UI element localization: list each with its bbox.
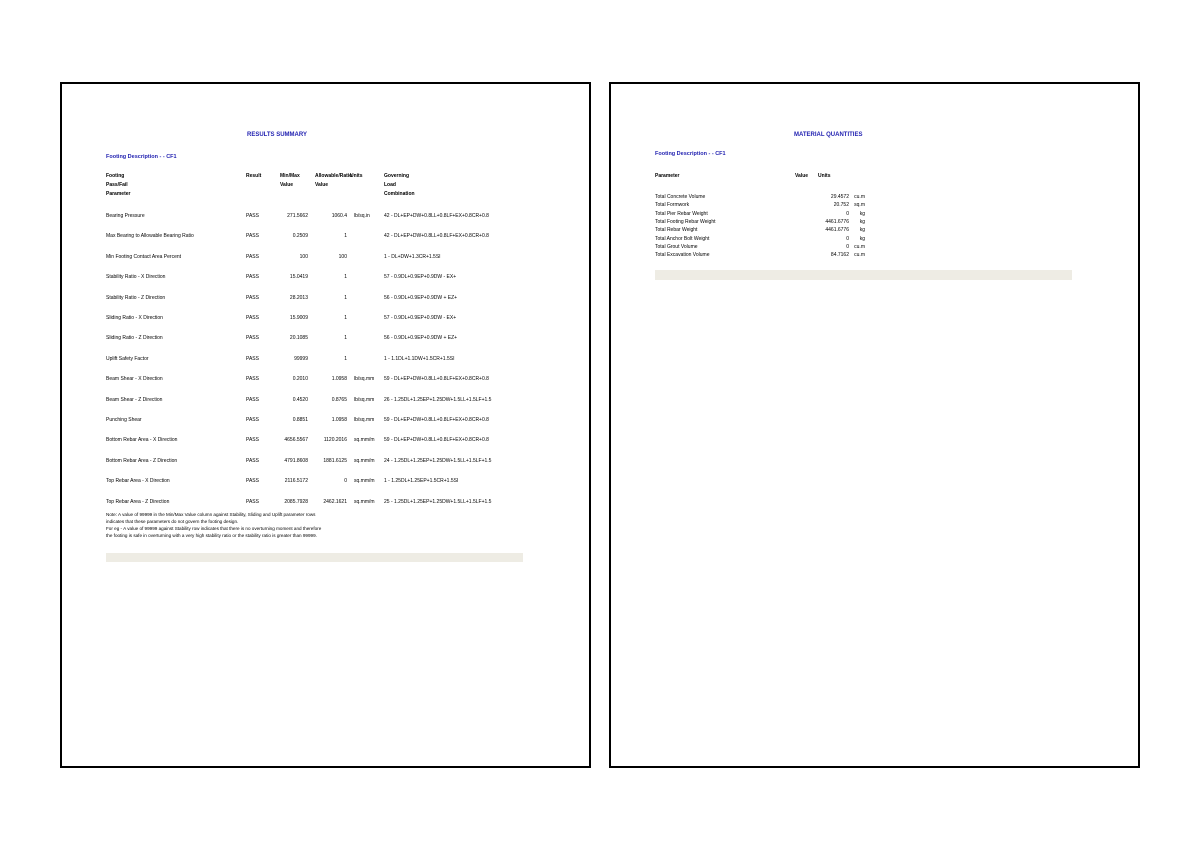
row-result: PASS [246,437,259,444]
qty-header-value: Value [795,173,809,179]
row-allowable: 1.0958 [331,417,347,423]
row-combination: 25 - 1.25DL+1.25EP+1.25DW+1.5LL+1.5LF+1.5 [384,498,492,505]
row-allowable: 1.0958 [331,376,347,383]
row-combination: 26 - 1.25DL+1.25EP+1.25DW+1.5LL+1.5LF+1.5 [384,396,492,403]
row-value: 0.2010 [292,376,308,383]
note-line: For eg - A value of 99999 against Stability row indicates that there is no overturning moment and therefore [106,526,322,531]
row-result: PASS [246,498,259,505]
qty-row-value: 0 [846,243,849,250]
qty-header-units: Units [818,173,831,179]
qty-row-units: kg [859,235,865,242]
row-value: 2085.7928 [284,498,308,505]
qty-row-parameter: Total Grout Volume [655,243,698,250]
row-combination: 59 - DL+EP+DW+0.8LL+0.8LF+EX+0.8CR+0.8 [384,437,489,444]
row-value: 28.2013 [289,294,308,301]
row-units: lb/sq.mm [354,376,375,383]
row-value: 15.9009 [289,315,308,321]
note-line: indicates that these parameters do not govern the footing design. [106,519,239,524]
row-parameter: Beam Shear - Z Direction [106,396,163,403]
qty-row-units: cu.m [854,252,865,259]
row-allowable: 1 [344,355,347,362]
row-units: lb/sq.mm [354,396,375,403]
qty-row-value: 4461.6776 [825,218,849,225]
quantities-footer-band [655,270,1072,280]
row-result: PASS [246,478,259,485]
row-combination: 1 - DL+DW+1.3CR+1.5SI [384,253,441,260]
row-allowable: 1 [344,294,347,301]
row-allowable: 1 [344,335,347,342]
quantities-title: MATERIAL QUANTITIES [794,132,863,138]
row-parameter: Min Footing Contact Area Percent [106,253,182,260]
row-result: PASS [246,253,259,260]
qty-row-value: 84.7162 [830,252,849,259]
row-value: 4791.8608 [284,457,308,464]
row-result: PASS [246,213,259,219]
row-parameter: Punching Shear [106,417,142,423]
summary-notes [106,511,321,539]
row-units: sq.mm/m [354,478,375,485]
qty-row-value: 4461.6776 [825,227,849,234]
qty-row-units: cu.m [854,194,865,200]
row-value: 0.2509 [292,233,308,240]
qty-row-units: cu.m [854,243,865,250]
qty-row-parameter: Total Anchor Bolt Weight [655,235,710,242]
qty-row-value: 0 [846,210,849,217]
row-result: PASS [246,396,259,403]
row-value: 20.1085 [289,335,308,342]
row-units: sq.mm/m [354,498,375,505]
row-units: sq.mm/m [354,437,375,444]
row-combination: 42 - DL+EP+DW+0.8LL+0.8LF+EX+0.8CR+0.8 [384,233,489,240]
row-parameter: Max Bearing to Allowable Bearing Ratio [106,233,194,240]
row-value: 99999 [294,355,308,362]
row-parameter: Top Rebar Area - X Direction [106,478,170,485]
row-result: PASS [246,457,259,464]
row-combination: 57 - 0.9DL+0.9EP+0.9DW - EX+ [384,315,457,321]
row-combination: 1 - 1.25DL+1.25EP+1.5CR+1.5SI [384,478,459,485]
summary-footing-description: Footing Description - - CF1 [106,154,177,160]
row-allowable: 100 [338,253,347,260]
row-units: lb/sq.in [354,213,370,219]
row-allowable: 1 [344,274,347,281]
row-value: 15.0419 [289,274,308,281]
qty-row-units: kg [859,218,865,225]
row-parameter: Sliding Ratio - X Direction [106,315,163,321]
row-combination: 56 - 0.9DL+0.9EP+0.9DW + EZ+ [384,335,458,342]
header-governing-combination: Governing Load Combination [384,173,415,197]
qty-row-units: kg [859,210,865,217]
row-result: PASS [246,355,259,362]
qty-row-parameter: Total Pier Rebar Weight [655,210,708,217]
row-parameter: Bottom Rebar Area - Z Direction [106,457,178,464]
row-parameter: Sliding Ratio - Z Direction [106,335,163,342]
header-min-max-value: Min/Max Value [280,173,300,188]
qty-row-parameter: Total Rebar Weight [655,227,698,234]
row-allowable: 2462.1621 [323,498,347,505]
header-allowable-ratio-value: Allowable/Ratio Value [315,173,353,188]
row-allowable: 1881.6125 [323,457,347,464]
row-combination: 1 - 1.1DL+1.1DW+1.5CR+1.5SI [384,355,455,362]
header-result: Result [246,173,262,179]
row-parameter: Beam Shear - X Direction [106,376,163,383]
row-parameter: Bottom Rebar Area - X Direction [106,437,178,444]
row-result: PASS [246,417,259,423]
row-allowable: 1 [344,233,347,240]
row-combination: 57 - 0.9DL+0.9EP+0.9DW - EX+ [384,274,457,281]
quantities-footing-description: Footing Description - - CF1 [655,151,726,157]
row-value: 0.4520 [292,396,308,403]
row-parameter: Uplift Safety Factor [106,355,149,362]
row-allowable: 1060.4 [331,213,347,219]
row-units: sq.mm/m [354,457,375,464]
summary-footer-band [106,553,523,562]
qty-row-units: sq.m [854,202,865,209]
note-line: Note: A value of 99999 in the Min/Max Value column against Stability, Sliding and Uplift parameter rows [106,512,316,517]
row-combination: 56 - 0.9DL+0.9EP+0.9DW + EZ+ [384,294,458,301]
qty-row-parameter: Total Formwork [655,202,690,209]
row-value: 271.5662 [287,213,308,219]
row-combination: 59 - DL+EP+DW+0.8LL+0.8LF+EX+0.8CR+0.8 [384,417,489,423]
row-value: 100 [299,253,308,260]
qty-row-value: 29.4572 [830,194,849,200]
row-value: 0.8851 [292,417,308,423]
results-summary-page [60,82,591,768]
qty-row-parameter: Total Excavation Volume [655,252,710,259]
row-result: PASS [246,233,259,240]
row-parameter: Top Rebar Area - Z Direction [106,498,170,505]
header-parameter: Footing Pass/Fail Parameter [106,173,131,197]
row-result: PASS [246,274,259,281]
qty-row-parameter: Total Concrete Volume [655,194,706,200]
row-parameter: Bearing Pressure [106,213,145,219]
row-combination: 24 - 1.25DL+1.25EP+1.25DW+1.5LL+1.5LF+1.5 [384,457,492,464]
qty-row-value: 20.752 [833,202,849,209]
qty-row-value: 0 [846,235,849,242]
row-result: PASS [246,315,259,321]
row-value: 2116.5172 [284,478,308,485]
qty-row-parameter: Total Footing Rebar Weight [655,218,716,225]
row-allowable: 0 [344,478,347,485]
row-result: PASS [246,376,259,383]
row-allowable: 1120.2016 [323,437,347,444]
row-result: PASS [246,294,259,301]
row-combination: 42 - DL+EP+DW+0.8LL+0.8LF+EX+0.8CR+0.8 [384,213,489,219]
row-combination: 59 - DL+EP+DW+0.8LL+0.8LF+EX+0.8CR+0.8 [384,376,489,383]
row-parameter: Stability Ratio - X Direction [106,274,166,281]
note-line: the footing is safe in overturning with a very high stability ratio or the stability ratio is greater than 99999. [106,533,317,538]
summary-title: RESULTS SUMMARY [247,132,307,138]
row-allowable: 0.8765 [331,396,347,403]
row-parameter: Stability Ratio - Z Direction [106,294,166,301]
qty-header-parameter: Parameter [655,173,680,179]
row-value: 4656.5567 [284,437,308,444]
row-allowable: 1 [344,315,347,321]
header-units: Units [350,173,363,179]
row-result: PASS [246,335,259,342]
row-units: lb/sq.mm [354,417,375,423]
qty-row-units: kg [859,227,865,234]
material-quantities-page [609,82,1140,768]
